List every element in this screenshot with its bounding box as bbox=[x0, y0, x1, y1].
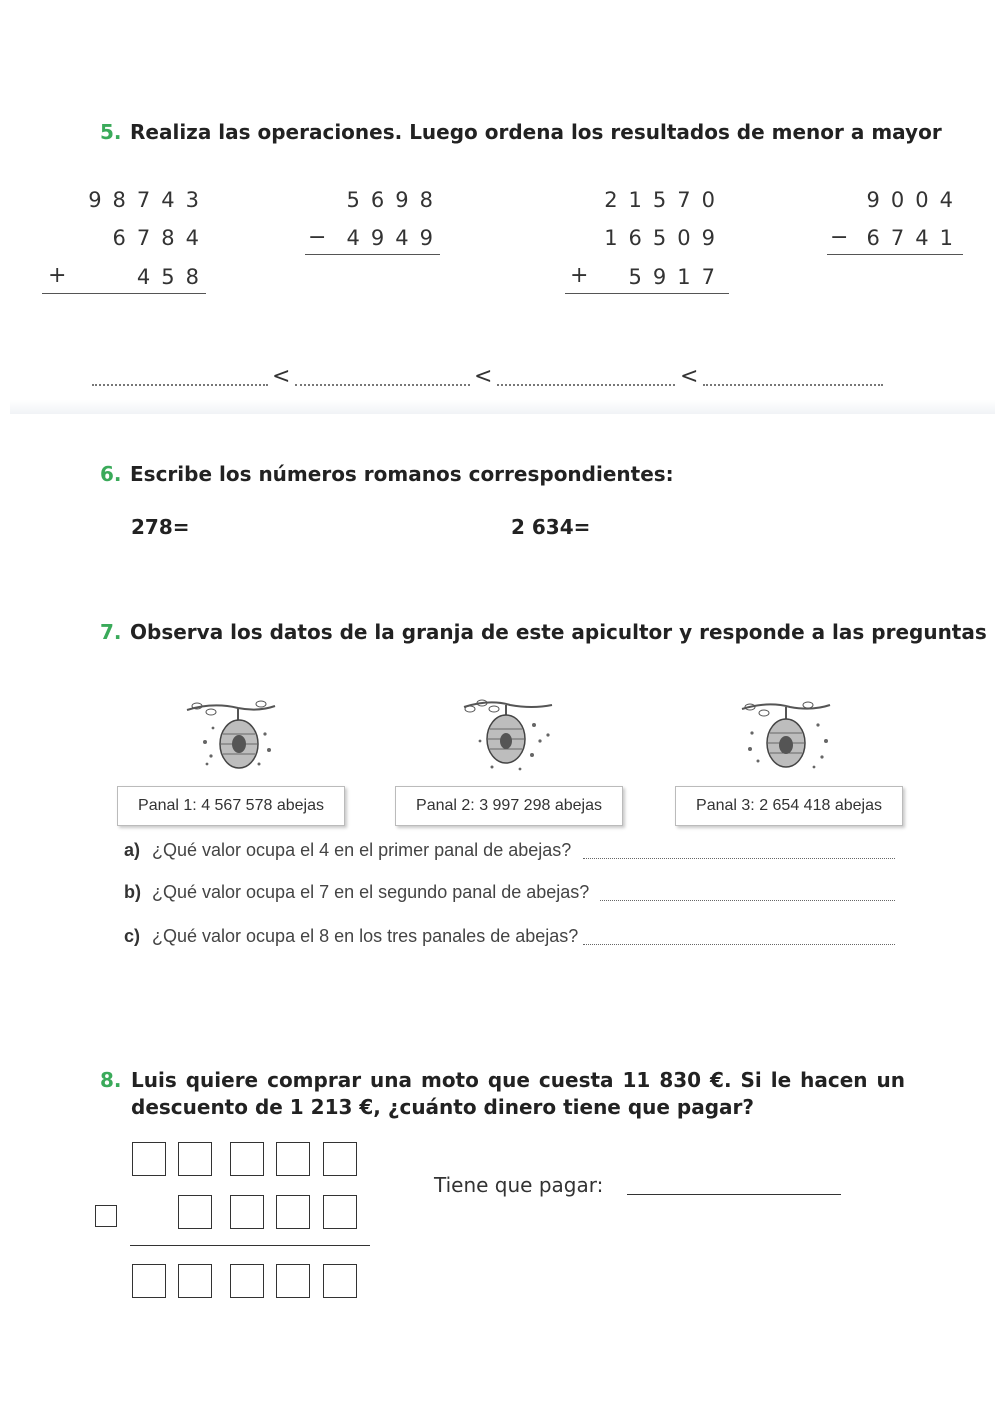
roman-answer-1[interactable] bbox=[190, 510, 440, 544]
panel-label-1: Panal 1: 4 567 578 abejas bbox=[117, 786, 345, 826]
q6-title bbox=[100, 462, 674, 486]
digit-box-r3-1[interactable] bbox=[132, 1264, 166, 1298]
op3-sign: + bbox=[570, 263, 589, 288]
q7-question-a-text: ¿Qué valor ocupa el 4 en el primer panal de abejas? bbox=[152, 840, 572, 860]
op3-row1: 21570 bbox=[604, 188, 726, 212]
digit-box-r1-4[interactable] bbox=[276, 1142, 310, 1176]
op4-rule bbox=[827, 254, 963, 255]
op1-row3: 458 bbox=[136, 265, 210, 289]
q7-question-b-text: ¿Qué valor ocupa el 7 en el segundo panal de abejas? bbox=[152, 882, 590, 902]
digit-box-r2-4[interactable] bbox=[323, 1195, 357, 1229]
q5-title-text: Realiza las operaciones. Luego ordena los resultados de menor a mayor bbox=[130, 120, 942, 144]
digit-box-r1-5[interactable] bbox=[323, 1142, 357, 1176]
q7-question-b-label: b) bbox=[124, 882, 141, 902]
op3-row2: 16509 bbox=[604, 226, 726, 250]
answer-label: Tiene que pagar: bbox=[434, 1173, 604, 1197]
op4-sign: − bbox=[830, 225, 849, 250]
less-than-1: < bbox=[272, 364, 291, 389]
digit-box-r3-2[interactable] bbox=[178, 1264, 212, 1298]
op1-sign: + bbox=[48, 263, 67, 288]
order-blank-4[interactable] bbox=[703, 384, 883, 386]
beehive-icon-1 bbox=[183, 698, 283, 778]
panel-label-3: Panal 3: 2 654 418 abejas bbox=[675, 786, 903, 826]
digit-box-r2-1[interactable] bbox=[178, 1195, 212, 1229]
q7-title-text: Observa los datos de la granja de este apicultor y responde a las preguntas bbox=[130, 620, 987, 644]
q7-question-c-label: c) bbox=[124, 926, 141, 946]
op3-rule bbox=[565, 293, 729, 294]
beehive-icon-3 bbox=[738, 697, 838, 777]
answer-line[interactable] bbox=[627, 1194, 841, 1195]
q8-number: 8. bbox=[100, 1068, 122, 1092]
digit-box-r3-5[interactable] bbox=[323, 1264, 357, 1298]
q7-answer-a[interactable] bbox=[583, 858, 895, 859]
op1-row2: 6784 bbox=[112, 226, 210, 250]
op3-answer-area[interactable] bbox=[562, 300, 732, 344]
roman-answer-2[interactable] bbox=[590, 510, 840, 544]
order-blank-3[interactable] bbox=[497, 384, 675, 386]
q7-answer-b[interactable] bbox=[600, 900, 895, 901]
op2-rule bbox=[305, 254, 440, 255]
op4-answer-area[interactable] bbox=[822, 262, 967, 306]
digit-box-r2-2[interactable] bbox=[230, 1195, 264, 1229]
q5-title bbox=[100, 120, 942, 144]
order-blank-2[interactable] bbox=[295, 384, 470, 386]
digit-box-r2-3[interactable] bbox=[276, 1195, 310, 1229]
beehive-icon-2 bbox=[460, 695, 560, 775]
section-divider-band bbox=[10, 400, 995, 414]
order-blank-1[interactable] bbox=[92, 384, 268, 386]
op4-row2: 6741 bbox=[866, 226, 964, 250]
q7-question-c-text: ¿Qué valor ocupa el 8 en los tres panales de abejas? bbox=[152, 926, 579, 946]
q6-number: 6. bbox=[100, 462, 122, 486]
q7-number: 7. bbox=[100, 620, 122, 644]
op4-row1: 9004 bbox=[866, 188, 964, 212]
operator-box[interactable] bbox=[95, 1205, 117, 1227]
op2-sign: − bbox=[308, 225, 327, 250]
q7-question-a bbox=[124, 840, 571, 861]
op1-answer-area[interactable] bbox=[40, 300, 210, 344]
panel-label-2: Panal 2: 3 997 298 abejas bbox=[395, 786, 623, 826]
op2-row2: 4949 bbox=[346, 226, 444, 250]
q8-statement bbox=[100, 1067, 905, 1121]
op2-answer-area[interactable] bbox=[300, 262, 445, 306]
q8-text: Luis quiere comprar una moto que cuesta 11 830 €. Si le hacen un descuento de 1 213 €, ¿cuánto dinero tiene que pagar? bbox=[131, 1068, 905, 1119]
op3-row3: 5917 bbox=[628, 265, 726, 289]
less-than-3: < bbox=[680, 364, 699, 389]
digit-box-r1-2[interactable] bbox=[178, 1142, 212, 1176]
op1-row1: 98743 bbox=[88, 188, 210, 212]
roman-item-2: 2 634= bbox=[511, 515, 591, 539]
q7-question-c bbox=[124, 926, 578, 947]
roman-item-1: 278= bbox=[131, 515, 190, 539]
q6-title-text: Escribe los números romanos correspondientes: bbox=[130, 462, 674, 486]
q5-number: 5. bbox=[100, 120, 122, 144]
q7-question-a-label: a) bbox=[124, 840, 141, 860]
less-than-2: < bbox=[474, 364, 493, 389]
q8-rule bbox=[130, 1245, 370, 1246]
q7-question-b bbox=[124, 882, 589, 903]
op1-rule bbox=[42, 293, 206, 294]
digit-box-r1-3[interactable] bbox=[230, 1142, 264, 1176]
digit-box-r3-3[interactable] bbox=[230, 1264, 264, 1298]
digit-box-r1-1[interactable] bbox=[132, 1142, 166, 1176]
digit-box-r3-4[interactable] bbox=[276, 1264, 310, 1298]
q7-title bbox=[100, 620, 987, 644]
op2-row1: 5698 bbox=[346, 188, 444, 212]
q7-answer-c[interactable] bbox=[583, 944, 895, 945]
